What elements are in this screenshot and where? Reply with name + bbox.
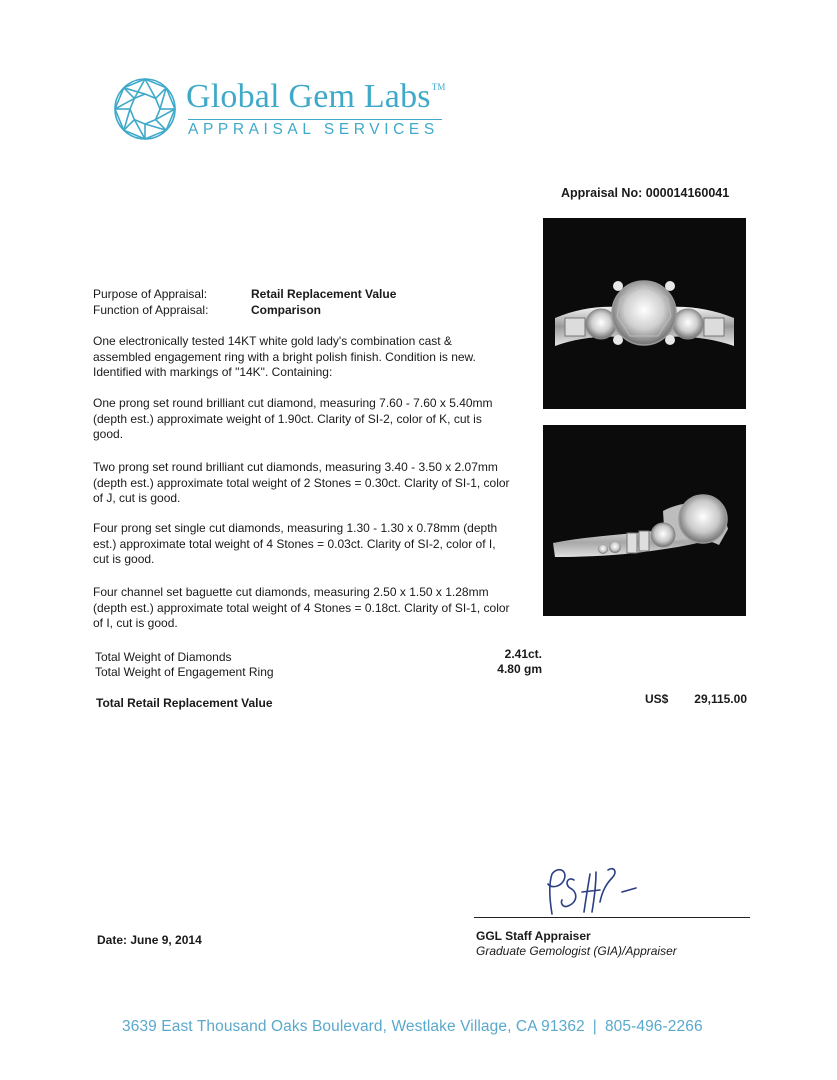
total-ring-weight-value: 4.80 gm — [497, 662, 542, 676]
function-row — [93, 303, 321, 317]
total-diamond-weight-value: 2.41ct. — [504, 647, 542, 661]
ring-photo-side — [543, 425, 746, 616]
description-baguette-stones: Four channel set baguette cut diamonds, measuring 2.50 x 1.50 x 1.28mm (depth est.) approximate total weight of 4 Stones = 0.18ct. Clarity of SI-1, color of I, cut is good. — [93, 585, 510, 630]
ring-front-image — [543, 218, 746, 409]
date-value: June 9, 2014 — [130, 933, 202, 947]
total-value-currency: US$ — [645, 692, 669, 706]
ring-side-image — [543, 425, 746, 616]
signature-line — [474, 917, 750, 918]
purpose-value: Retail Replacement Value — [251, 287, 397, 301]
description-center-stone: One prong set round brilliant cut diamond, measuring 7.60 - 7.60 x 5.40mm (depth est.) approximate weight of 1.90ct. Clarity of SI-2, color of K, cut is good. — [93, 396, 493, 441]
appraisal-number-value: 000014160041 — [645, 186, 730, 200]
appraisal-number — [561, 186, 729, 200]
function-value: Comparison — [251, 303, 322, 317]
ring-photo-front — [543, 218, 746, 409]
appraisal-number-label: Appraisal No: — [561, 186, 643, 200]
logo-company-name — [186, 78, 446, 116]
company-logo — [112, 76, 452, 146]
signer-title: GGL Staff Appraiser — [476, 929, 591, 943]
total-ring-weight-label: Total Weight of Engagement Ring — [95, 665, 274, 679]
footer-address: 3639 East Thousand Oaks Boulevard, Westlake Village, CA 91362 — [122, 1018, 585, 1035]
footer-separator: | — [592, 1018, 597, 1035]
description-single-cut-stones: Four prong set single cut diamonds, measuring 1.30 - 1.30 x 0.78mm (depth est.) approximate total weight of 4 Stones = 0.03ct. Clarity of SI-2, color of I, cut is good. — [93, 521, 498, 566]
description-intro: One electronically tested 14KT white gold lady's combination cast & assembled engagement ring with a bright polish finish. Condition is new. Identified with markings of "14K". Containing: — [93, 334, 476, 379]
diamond-logo-icon — [112, 76, 178, 142]
date-label: Date: — [97, 933, 128, 947]
total-diamond-weight-label: Total Weight of Diamonds — [95, 650, 232, 664]
appraiser-signature — [538, 862, 642, 920]
logo-divider — [188, 119, 442, 120]
logo-subtitle: APPRAISAL SERVICES — [188, 121, 439, 138]
purpose-row — [93, 287, 396, 301]
appraisal-date — [97, 933, 202, 947]
logo-name-text: Global Gem Labs — [186, 78, 431, 115]
purpose-label: Purpose of Appraisal: — [93, 287, 208, 301]
signer-credential: Graduate Gemologist (GIA)/Appraiser — [476, 944, 677, 958]
description-side-stones: Two prong set round brilliant cut diamonds, measuring 3.40 - 3.50 x 2.07mm (depth est.) approximate total weight of 2 Stones = 0.30ct. Clarity of SI-1, color of J, cut is good. — [93, 460, 510, 505]
logo-trademark: TM — [431, 82, 446, 92]
function-label: Function of Appraisal: — [93, 303, 209, 317]
total-value-amount: 29,115.00 — [694, 692, 747, 706]
total-value-label: Total Retail Replacement Value — [96, 696, 273, 710]
footer-phone: 805-496-2266 — [604, 1018, 703, 1035]
footer-contact — [122, 1018, 703, 1036]
